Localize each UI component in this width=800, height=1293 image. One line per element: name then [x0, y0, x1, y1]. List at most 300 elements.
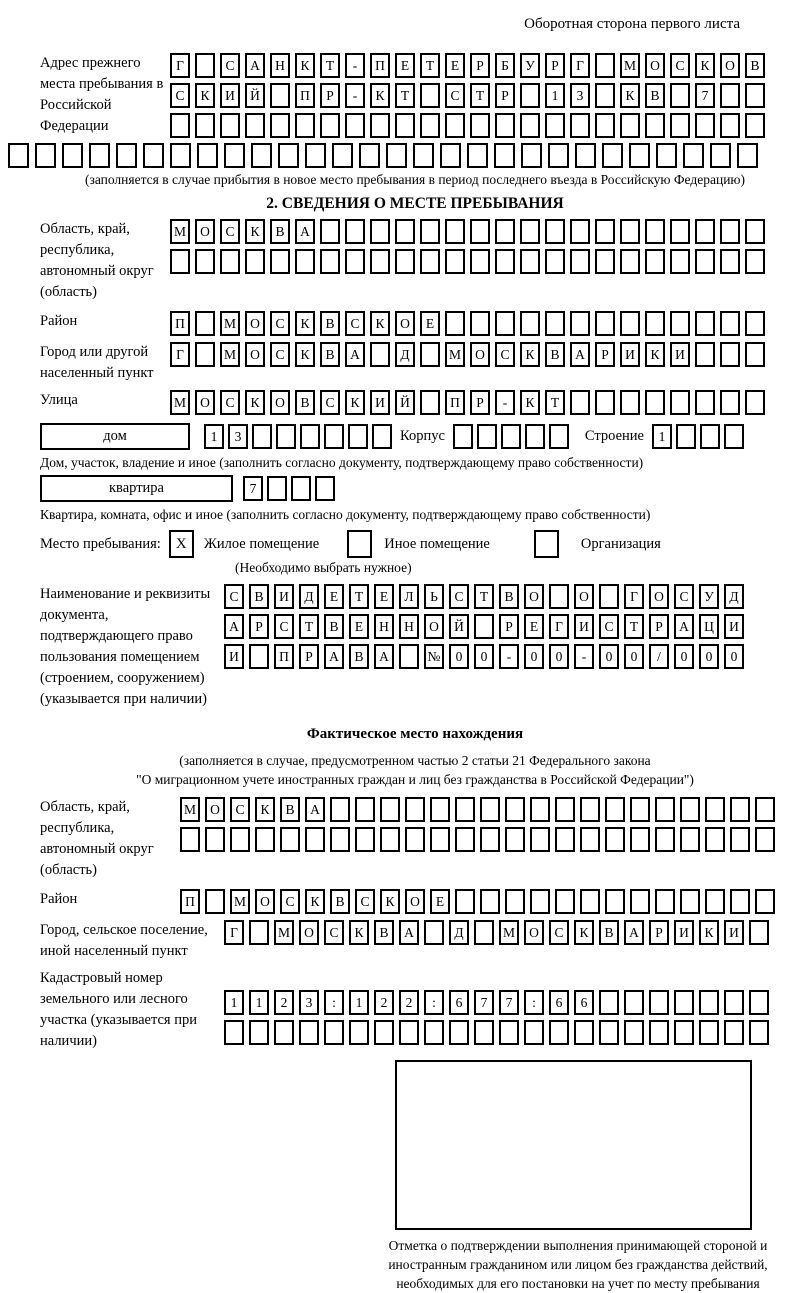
char-box[interactable]	[655, 889, 675, 914]
char-box[interactable]	[670, 390, 690, 415]
char-box[interactable]	[670, 113, 690, 138]
char-box[interactable]	[501, 424, 521, 449]
char-box[interactable]	[570, 311, 590, 336]
char-box[interactable]	[420, 249, 440, 274]
char-box[interactable]	[595, 311, 615, 336]
char-box[interactable]: Е	[524, 614, 544, 639]
char-box[interactable]: С	[224, 584, 244, 609]
char-box[interactable]	[645, 219, 665, 244]
char-box[interactable]: М	[220, 311, 240, 336]
char-box[interactable]: А	[624, 920, 644, 945]
char-box[interactable]	[413, 143, 434, 168]
char-box[interactable]: С	[280, 889, 300, 914]
char-box[interactable]	[710, 143, 731, 168]
char-box[interactable]	[605, 889, 625, 914]
char-box[interactable]: М	[274, 920, 294, 945]
char-box[interactable]: -	[499, 644, 519, 669]
char-box[interactable]	[249, 644, 269, 669]
char-box[interactable]: 1	[545, 83, 565, 108]
char-box[interactable]	[549, 1020, 569, 1045]
char-box[interactable]: Й	[395, 390, 415, 415]
checkbox-inoe[interactable]	[347, 530, 372, 558]
char-box[interactable]	[170, 113, 190, 138]
char-box[interactable]: П	[445, 390, 465, 415]
char-box[interactable]	[470, 249, 490, 274]
char-box[interactable]	[595, 390, 615, 415]
char-box[interactable]	[295, 113, 315, 138]
char-box[interactable]: 1	[204, 424, 224, 449]
char-box[interactable]: Н	[399, 614, 419, 639]
char-box[interactable]	[549, 584, 569, 609]
char-box[interactable]	[474, 920, 494, 945]
char-box[interactable]: Т	[299, 614, 319, 639]
char-box[interactable]	[370, 249, 390, 274]
char-box[interactable]: О	[245, 311, 265, 336]
char-box[interactable]	[180, 827, 200, 852]
char-box[interactable]	[555, 889, 575, 914]
char-box[interactable]: И	[674, 920, 694, 945]
char-box[interactable]: П	[295, 83, 315, 108]
char-box[interactable]	[220, 113, 240, 138]
char-box[interactable]: К	[295, 53, 315, 78]
char-box[interactable]	[570, 219, 590, 244]
char-box[interactable]: К	[349, 920, 369, 945]
char-box[interactable]	[424, 1020, 444, 1045]
char-box[interactable]	[545, 113, 565, 138]
char-box[interactable]	[299, 1020, 319, 1045]
char-box[interactable]	[749, 920, 769, 945]
char-box[interactable]: У	[699, 584, 719, 609]
char-box[interactable]: К	[380, 889, 400, 914]
char-box[interactable]	[620, 249, 640, 274]
char-box[interactable]: С	[495, 342, 515, 367]
char-box[interactable]	[599, 584, 619, 609]
char-box[interactable]: Т	[420, 53, 440, 78]
char-box[interactable]	[649, 1020, 669, 1045]
char-box[interactable]	[555, 827, 575, 852]
char-box[interactable]	[670, 249, 690, 274]
char-box[interactable]: 0	[524, 644, 544, 669]
char-box[interactable]	[595, 53, 615, 78]
char-box[interactable]	[630, 797, 650, 822]
char-box[interactable]	[249, 1020, 269, 1045]
char-box[interactable]	[705, 797, 725, 822]
char-box[interactable]	[270, 113, 290, 138]
char-box[interactable]: Л	[399, 584, 419, 609]
char-box[interactable]	[300, 424, 320, 449]
char-box[interactable]	[645, 311, 665, 336]
char-box[interactable]	[495, 113, 515, 138]
char-box[interactable]: В	[330, 889, 350, 914]
char-box[interactable]: Е	[349, 614, 369, 639]
char-box[interactable]: 2	[374, 990, 394, 1015]
char-box[interactable]: В	[645, 83, 665, 108]
char-box[interactable]	[255, 827, 275, 852]
char-box[interactable]	[278, 143, 299, 168]
char-box[interactable]: К	[345, 390, 365, 415]
char-box[interactable]	[745, 113, 765, 138]
char-box[interactable]: 0	[549, 644, 569, 669]
char-box[interactable]: 6	[574, 990, 594, 1015]
char-box[interactable]	[420, 390, 440, 415]
char-box[interactable]	[755, 797, 775, 822]
char-box[interactable]	[695, 390, 715, 415]
char-box[interactable]	[520, 249, 540, 274]
char-box[interactable]	[430, 797, 450, 822]
checkbox-zhiloe[interactable]: X	[169, 530, 194, 558]
char-box[interactable]	[267, 476, 287, 501]
char-box[interactable]	[670, 83, 690, 108]
char-box[interactable]: 7	[474, 990, 494, 1015]
char-box[interactable]: Т	[349, 584, 369, 609]
char-box[interactable]: Е	[324, 584, 344, 609]
char-box[interactable]	[720, 390, 740, 415]
char-box[interactable]: К	[695, 53, 715, 78]
char-box[interactable]: 3	[299, 990, 319, 1015]
char-box[interactable]	[656, 143, 677, 168]
char-box[interactable]: О	[720, 53, 740, 78]
char-box[interactable]: Ц	[699, 614, 719, 639]
char-box[interactable]	[575, 143, 596, 168]
char-box[interactable]	[745, 219, 765, 244]
char-box[interactable]: В	[499, 584, 519, 609]
char-box[interactable]: С	[220, 219, 240, 244]
char-box[interactable]: М	[445, 342, 465, 367]
char-box[interactable]: 6	[549, 990, 569, 1015]
char-box[interactable]	[495, 311, 515, 336]
char-box[interactable]: М	[220, 342, 240, 367]
char-box[interactable]	[224, 143, 245, 168]
char-box[interactable]: 0	[599, 644, 619, 669]
char-box[interactable]: Г	[224, 920, 244, 945]
char-box[interactable]: Г	[170, 342, 190, 367]
char-box[interactable]: С	[670, 53, 690, 78]
char-box[interactable]: К	[245, 390, 265, 415]
char-box[interactable]	[445, 249, 465, 274]
char-box[interactable]	[324, 424, 344, 449]
char-box[interactable]	[595, 249, 615, 274]
char-box[interactable]: М	[620, 53, 640, 78]
char-box[interactable]: :	[324, 990, 344, 1015]
char-box[interactable]: Н	[374, 614, 394, 639]
char-box[interactable]: 1	[249, 990, 269, 1015]
char-box[interactable]	[545, 311, 565, 336]
char-box[interactable]	[520, 311, 540, 336]
char-box[interactable]	[480, 889, 500, 914]
char-box[interactable]	[405, 797, 425, 822]
char-box[interactable]	[599, 1020, 619, 1045]
char-box[interactable]	[270, 83, 290, 108]
char-box[interactable]	[695, 249, 715, 274]
char-box[interactable]	[395, 113, 415, 138]
char-box[interactable]: Р	[320, 83, 340, 108]
char-box[interactable]	[480, 827, 500, 852]
char-box[interactable]: К	[195, 83, 215, 108]
char-box[interactable]: №	[424, 644, 444, 669]
char-box[interactable]: О	[195, 390, 215, 415]
char-box[interactable]: А	[245, 53, 265, 78]
char-box[interactable]	[545, 249, 565, 274]
char-box[interactable]	[695, 311, 715, 336]
char-box[interactable]	[305, 827, 325, 852]
char-box[interactable]: 0	[724, 644, 744, 669]
char-box[interactable]: Е	[420, 311, 440, 336]
char-box[interactable]: Е	[395, 53, 415, 78]
char-box[interactable]	[116, 143, 137, 168]
char-box[interactable]	[8, 143, 29, 168]
char-box[interactable]: В	[324, 614, 344, 639]
char-box[interactable]: И	[220, 83, 240, 108]
char-box[interactable]	[595, 113, 615, 138]
char-box[interactable]: С	[549, 920, 569, 945]
char-box[interactable]	[291, 476, 311, 501]
char-box[interactable]	[230, 827, 250, 852]
char-box[interactable]: А	[224, 614, 244, 639]
char-box[interactable]	[680, 827, 700, 852]
char-box[interactable]: 1	[652, 424, 672, 449]
char-box[interactable]	[720, 83, 740, 108]
char-box[interactable]	[570, 249, 590, 274]
char-box[interactable]	[430, 827, 450, 852]
char-box[interactable]: Е	[374, 584, 394, 609]
char-box[interactable]	[745, 249, 765, 274]
char-box[interactable]	[720, 219, 740, 244]
char-box[interactable]: В	[545, 342, 565, 367]
char-box[interactable]	[683, 143, 704, 168]
char-box[interactable]	[580, 797, 600, 822]
char-box[interactable]: :	[524, 990, 544, 1015]
char-box[interactable]	[605, 797, 625, 822]
char-box[interactable]	[699, 1020, 719, 1045]
char-box[interactable]	[420, 83, 440, 108]
char-box[interactable]	[745, 390, 765, 415]
char-box[interactable]	[574, 1020, 594, 1045]
char-box[interactable]: Р	[249, 614, 269, 639]
char-box[interactable]: С	[170, 83, 190, 108]
char-box[interactable]: В	[374, 920, 394, 945]
kvartira-box[interactable]: квартира	[40, 475, 233, 502]
char-box[interactable]	[359, 143, 380, 168]
char-box[interactable]	[505, 827, 525, 852]
char-box[interactable]: У	[520, 53, 540, 78]
char-box[interactable]	[195, 342, 215, 367]
char-box[interactable]: В	[745, 53, 765, 78]
char-box[interactable]: 3	[228, 424, 248, 449]
char-box[interactable]: Г	[170, 53, 190, 78]
char-box[interactable]: А	[305, 797, 325, 822]
char-box[interactable]: /	[649, 644, 669, 669]
char-box[interactable]	[455, 827, 475, 852]
char-box[interactable]	[345, 249, 365, 274]
char-box[interactable]	[420, 342, 440, 367]
char-box[interactable]	[330, 827, 350, 852]
char-box[interactable]: М	[170, 390, 190, 415]
char-box[interactable]: А	[295, 219, 315, 244]
char-box[interactable]: А	[674, 614, 694, 639]
char-box[interactable]	[355, 827, 375, 852]
char-box[interactable]: С	[230, 797, 250, 822]
char-box[interactable]	[170, 143, 191, 168]
char-box[interactable]	[35, 143, 56, 168]
char-box[interactable]: О	[574, 584, 594, 609]
char-box[interactable]	[251, 143, 272, 168]
dom-box[interactable]: дом	[40, 423, 190, 450]
char-box[interactable]: О	[470, 342, 490, 367]
char-box[interactable]: М	[230, 889, 250, 914]
char-box[interactable]	[440, 143, 461, 168]
char-box[interactable]	[749, 990, 769, 1015]
char-box[interactable]	[245, 113, 265, 138]
char-box[interactable]: К	[255, 797, 275, 822]
char-box[interactable]: О	[299, 920, 319, 945]
char-box[interactable]	[720, 249, 740, 274]
char-box[interactable]	[470, 311, 490, 336]
char-box[interactable]	[89, 143, 110, 168]
char-box[interactable]	[143, 143, 164, 168]
char-box[interactable]	[474, 614, 494, 639]
char-box[interactable]	[745, 311, 765, 336]
char-box[interactable]: П	[170, 311, 190, 336]
char-box[interactable]	[470, 219, 490, 244]
char-box[interactable]	[525, 424, 545, 449]
char-box[interactable]	[620, 219, 640, 244]
char-box[interactable]	[455, 889, 475, 914]
char-box[interactable]	[630, 827, 650, 852]
char-box[interactable]	[737, 143, 758, 168]
char-box[interactable]: И	[620, 342, 640, 367]
char-box[interactable]	[705, 889, 725, 914]
char-box[interactable]: В	[599, 920, 619, 945]
char-box[interactable]	[252, 424, 272, 449]
char-box[interactable]: 7	[499, 990, 519, 1015]
char-box[interactable]: О	[395, 311, 415, 336]
char-box[interactable]	[595, 219, 615, 244]
char-box[interactable]: Д	[724, 584, 744, 609]
char-box[interactable]: К	[295, 342, 315, 367]
char-box[interactable]	[700, 424, 720, 449]
char-box[interactable]	[649, 990, 669, 1015]
char-box[interactable]	[670, 311, 690, 336]
char-box[interactable]	[345, 219, 365, 244]
char-box[interactable]: Т	[395, 83, 415, 108]
char-box[interactable]	[570, 390, 590, 415]
char-box[interactable]	[249, 920, 269, 945]
char-box[interactable]: Т	[624, 614, 644, 639]
char-box[interactable]	[380, 797, 400, 822]
char-box[interactable]: 0	[699, 644, 719, 669]
char-box[interactable]	[555, 797, 575, 822]
char-box[interactable]	[645, 249, 665, 274]
char-box[interactable]	[399, 1020, 419, 1045]
char-box[interactable]: Р	[495, 83, 515, 108]
char-box[interactable]	[720, 342, 740, 367]
char-box[interactable]	[320, 113, 340, 138]
char-box[interactable]: А	[345, 342, 365, 367]
char-box[interactable]: П	[370, 53, 390, 78]
char-box[interactable]: 7	[243, 476, 263, 501]
char-box[interactable]: А	[374, 644, 394, 669]
char-box[interactable]	[276, 424, 296, 449]
char-box[interactable]	[674, 990, 694, 1015]
char-box[interactable]: 3	[570, 83, 590, 108]
char-box[interactable]	[549, 424, 569, 449]
char-box[interactable]	[499, 1020, 519, 1045]
char-box[interactable]: Р	[649, 614, 669, 639]
char-box[interactable]: Т	[320, 53, 340, 78]
char-box[interactable]: 0	[674, 644, 694, 669]
char-box[interactable]	[520, 219, 540, 244]
char-box[interactable]	[445, 113, 465, 138]
char-box[interactable]	[197, 143, 218, 168]
char-box[interactable]: К	[574, 920, 594, 945]
char-box[interactable]	[220, 249, 240, 274]
char-box[interactable]: К	[370, 83, 390, 108]
char-box[interactable]	[605, 827, 625, 852]
char-box[interactable]	[629, 143, 650, 168]
char-box[interactable]: 1	[349, 990, 369, 1015]
char-box[interactable]: Д	[395, 342, 415, 367]
char-box[interactable]: О	[245, 342, 265, 367]
char-box[interactable]: К	[520, 390, 540, 415]
checkbox-organizatsiya[interactable]	[534, 530, 559, 558]
char-box[interactable]	[320, 219, 340, 244]
char-box[interactable]: 0	[449, 644, 469, 669]
char-box[interactable]	[699, 990, 719, 1015]
char-box[interactable]: Т	[470, 83, 490, 108]
char-box[interactable]: С	[599, 614, 619, 639]
char-box[interactable]	[548, 143, 569, 168]
char-box[interactable]: Р	[470, 390, 490, 415]
char-box[interactable]: О	[255, 889, 275, 914]
char-box[interactable]: Р	[499, 614, 519, 639]
char-box[interactable]: 0	[474, 644, 494, 669]
char-box[interactable]	[520, 83, 540, 108]
char-box[interactable]	[680, 889, 700, 914]
char-box[interactable]: 7	[695, 83, 715, 108]
char-box[interactable]: Д	[449, 920, 469, 945]
char-box[interactable]	[274, 1020, 294, 1045]
char-box[interactable]	[495, 219, 515, 244]
char-box[interactable]	[380, 827, 400, 852]
char-box[interactable]: О	[645, 53, 665, 78]
char-box[interactable]	[420, 113, 440, 138]
char-box[interactable]	[345, 113, 365, 138]
char-box[interactable]: А	[399, 920, 419, 945]
char-box[interactable]	[720, 311, 740, 336]
char-box[interactable]	[624, 1020, 644, 1045]
char-box[interactable]: К	[370, 311, 390, 336]
char-box[interactable]	[474, 1020, 494, 1045]
char-box[interactable]	[505, 889, 525, 914]
char-box[interactable]	[372, 424, 392, 449]
char-box[interactable]: П	[180, 889, 200, 914]
char-box[interactable]: В	[320, 311, 340, 336]
char-box[interactable]: В	[270, 219, 290, 244]
char-box[interactable]	[445, 311, 465, 336]
char-box[interactable]: Е	[445, 53, 465, 78]
char-box[interactable]	[330, 797, 350, 822]
char-box[interactable]: С	[345, 311, 365, 336]
char-box[interactable]	[324, 1020, 344, 1045]
char-box[interactable]: Р	[470, 53, 490, 78]
char-box[interactable]: О	[649, 584, 669, 609]
char-box[interactable]	[530, 827, 550, 852]
char-box[interactable]: И	[724, 614, 744, 639]
char-box[interactable]	[395, 249, 415, 274]
char-box[interactable]	[580, 827, 600, 852]
char-box[interactable]	[386, 143, 407, 168]
char-box[interactable]: И	[724, 920, 744, 945]
